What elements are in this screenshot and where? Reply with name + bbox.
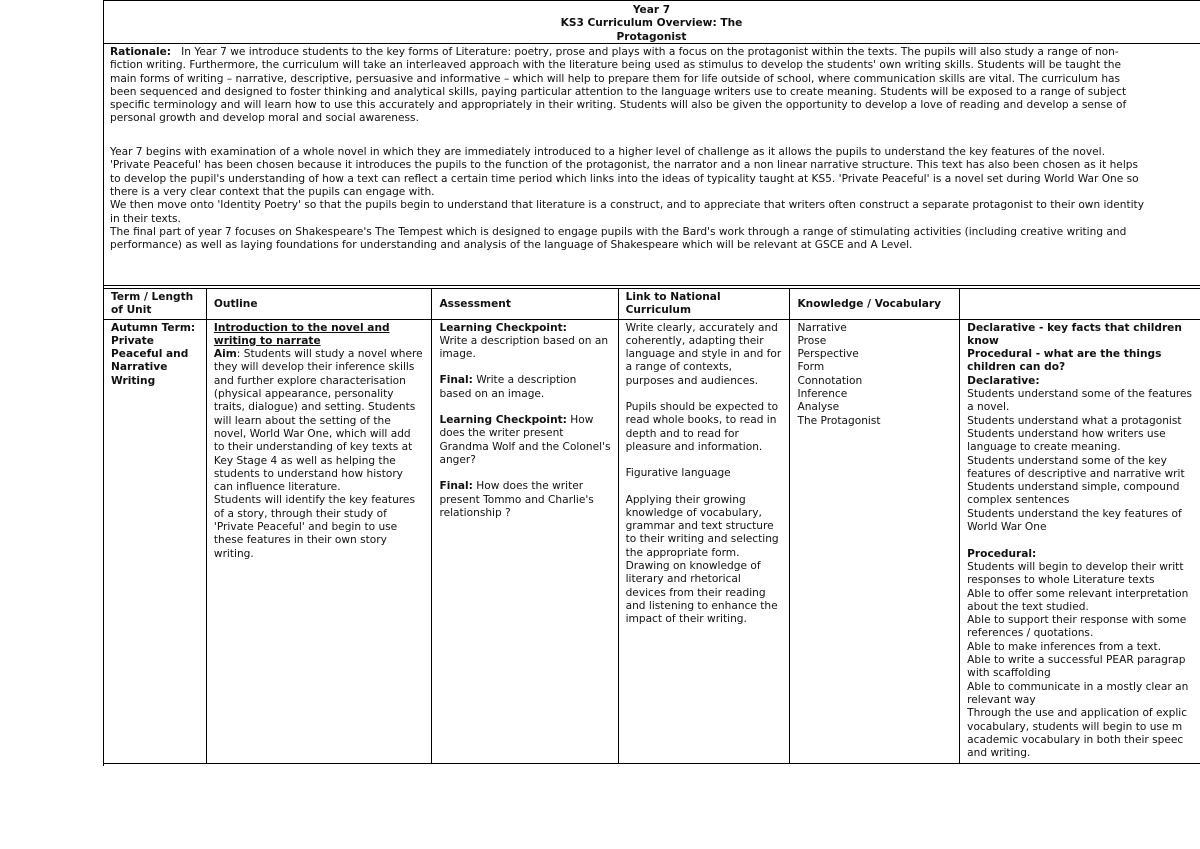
- vocab-item: Prose: [797, 334, 827, 347]
- vocabulary-cell: [790, 319, 960, 763]
- knowledge-text-line: World War One: [967, 521, 1047, 534]
- header-knowledge-vocabulary: Knowledge / Vocabulary: [790, 289, 960, 320]
- knowledge-text-line: Able to make inferences from a text.: [967, 640, 1162, 653]
- overview-title-line1: KS3 Curriculum Overview: The: [560, 17, 743, 30]
- header-blank: [960, 289, 1200, 320]
- rationale-line-0: Rationale: In Year 7 we introduce students to the key forms of Literature: poetry, prose and plays with a focus on the protagonist within the texts. The pupils will also study a range of non-: [110, 46, 1119, 58]
- knowledge-heading-line: Procedural:: [967, 547, 1037, 560]
- knowledge-text-line: Able to communicate in a mostly clear an: [967, 680, 1189, 693]
- knowledge-text-line: responses to whole Literature texts: [967, 574, 1155, 587]
- assessment-checkpoint-1: Learning Checkpoint: Write a description based on an image.: [439, 321, 609, 361]
- vocab-item: Form: [797, 361, 825, 374]
- rationale-p2-line: to develop the pupil's understanding of how a text can reflect a certain time period which links into the ideas of typicality taught at KS5. 'Private Peaceful' is a novel set during World War One so: [110, 172, 1139, 185]
- outline-aim: Aim: Students will study a novel where they will develop their inference skills and further explore characterisation (physical appearance, personality traits, dialogue) and setting. Students will learn about the setting of the novel, World War One, which will add to their understanding of key texts at Key Stage 4 as well as helping the students to understand how history can influence literature.: [213, 348, 423, 494]
- knowledge-heading-line: know: [967, 334, 999, 347]
- link-text: Figurative language: [625, 467, 731, 480]
- knowledge-text-line: Students understand what a protagonist: [967, 414, 1182, 427]
- term-line: Writing: [111, 374, 156, 387]
- knowledge-heading-line: Declarative - key facts that children: [967, 321, 1182, 334]
- header-assessment: Assessment: [432, 289, 618, 320]
- knowledge-text-line: relevant way: [967, 693, 1036, 706]
- knowledge-text-line: complex sentences: [967, 494, 1070, 507]
- knowledge-text-line: Students will begin to develop their writt: [967, 560, 1184, 573]
- rationale-line: main forms of writing – narrative, descriptive, persuasive and informative – which will help to prepare them for life outside of school, where communication skills are vital. The curriculum has: [110, 72, 1121, 85]
- knowledge-text-line: and writing.: [967, 747, 1031, 760]
- link-text: Write clearly, accurately and coherently, adapting their language and style in and for a range of contexts, purposes and audiences.: [625, 321, 782, 387]
- knowledge-text-line: Through the use and application of explic: [967, 707, 1188, 720]
- knowledge-text-line: Able to write a successful PEAR paragrap: [967, 654, 1186, 667]
- rationale-p2-line: We then move onto 'Identity Poetry' so that the pupils begin to understand that literature is a construct, and to appreciate that writers often construct a separate protagonist to their own identity: [110, 199, 1144, 212]
- knowledge-text-line: about the text studied.: [967, 600, 1089, 613]
- rationale-label: Rationale:: [110, 46, 172, 58]
- link-text: Pupils should be expected to read whole books, to read in depth and to read for pleasure and information.: [625, 401, 779, 453]
- knowledge-text-line: Students understand how writers use: [967, 427, 1166, 440]
- curriculum-table: [103, 288, 1200, 764]
- knowledge-text-line: academic vocabulary in both their speec: [967, 733, 1184, 746]
- link-text: Applying their growing knowledge of vocabulary, grammar and text structure to their writing and selecting the appropriate form.: [625, 493, 779, 559]
- term-line: Private: [111, 334, 154, 347]
- rationale-p2-line: in their texts.: [110, 212, 181, 225]
- knowledge-detail-cell: [960, 319, 1200, 763]
- knowledge-text-line: with scaffolding: [967, 667, 1051, 680]
- assessment-cell: [432, 319, 618, 763]
- term-cell: [104, 319, 207, 763]
- knowledge-text-line: Able to offer some relevant interpretation: [967, 587, 1189, 600]
- table-row: [104, 319, 1200, 763]
- knowledge-text-line: a novel.: [967, 401, 1010, 414]
- header-link-national-curriculum: Link to National Curriculum: [618, 289, 790, 320]
- rationale-section: [110, 46, 1200, 252]
- term-line: Peaceful and: [111, 348, 189, 361]
- outline-title: Introduction to the novel and writing to narrate: [213, 321, 390, 347]
- rationale-p2-line: performance) as well as laying foundations for understanding and analysis of the language of Shakespeare which will be relevant at GSCE and A Level.: [110, 239, 913, 252]
- rationale-p2-line: 'Private Peaceful' has been chosen because it introduces the pupils to the function of the protagonist, the narrator and a non linear narrative structure. This text has also been chosen as it helps: [110, 159, 1139, 172]
- rationale-p2-line: there is a very clear context that the pupils can engage with.: [110, 185, 435, 198]
- table-header-row: [104, 289, 1200, 320]
- vocab-item: Narrative: [797, 321, 847, 334]
- outline-cell: [206, 319, 432, 763]
- knowledge-text-line: Able to support their response with some: [967, 614, 1187, 627]
- vocab-item: Analyse: [797, 401, 840, 414]
- term-line: Narrative: [111, 361, 168, 374]
- knowledge-text-line: [967, 534, 1200, 547]
- header-outline: Outline: [206, 289, 432, 320]
- knowledge-text-line: features of descriptive and narrative writ: [967, 467, 1185, 480]
- knowledge-heading-line: Procedural - what are the things: [967, 348, 1162, 361]
- overview-title-line2: Protagonist: [616, 30, 687, 43]
- vocab-item: Perspective: [797, 348, 859, 361]
- assessment-checkpoint-2: Learning Checkpoint: How does the writer present Grandma Wolf and the Colonel's anger?: [439, 414, 611, 466]
- knowledge-text-line: Students understand some of the key: [967, 454, 1167, 467]
- rationale-line: personal growth and develop moral and social awareness.: [110, 112, 419, 125]
- header-term: Term / Length of Unit: [104, 289, 207, 320]
- rationale-line: specific terminology and will learn how to use this accurately and appropriately in their writing. Students will also be given the opportunity to develop a love of reading and develop a sense of: [110, 99, 1127, 112]
- knowledge-text-line: Students understand the key features of: [967, 507, 1182, 520]
- term-line: Autumn Term:: [111, 321, 196, 334]
- knowledge-text-line: language to create meaning.: [967, 441, 1121, 454]
- assessment-final-2: Final: How does the writer present Tommo and Charlie's relationship ?: [439, 480, 594, 519]
- vocab-item: Inference: [797, 388, 848, 401]
- rationale-p2-line: Year 7 begins with examination of a whole novel in which they are immediately introduced to a higher level of challenge as it allows the pupils to understand the key features of the novel.: [110, 146, 1105, 159]
- knowledge-text-line: Students understand some of the features: [967, 388, 1193, 401]
- vocab-item: The Protagonist: [797, 414, 881, 427]
- knowledge-heading-line: Declarative:: [967, 374, 1040, 387]
- rationale-line: been sequenced and designed to foster thinking and analytical skills, paying particular attention to the language writers use to create meaning. Students will be exposed to a range of subject: [110, 85, 1127, 98]
- knowledge-text-line: Students understand simple, compound: [967, 481, 1180, 494]
- knowledge-heading-line: children can do?: [967, 361, 1066, 374]
- national-curriculum-cell: [618, 319, 790, 763]
- outline-more: Students will identify the key features of a story, through their study of 'Private Peaceful' and begin to use these features in their own story writing.: [213, 494, 415, 560]
- knowledge-text-line: references / quotations.: [967, 627, 1094, 640]
- title-box: [103, 1, 1200, 44]
- section-divider: [103, 285, 1200, 286]
- link-text: Drawing on knowledge of literary and rhetorical devices from their reading and listening to enhance the impact of their writing.: [625, 560, 778, 626]
- knowledge-text-line: vocabulary, students will begin to use m: [967, 720, 1183, 733]
- rationale-line: fiction writing. Furthermore, the curriculum will take an interleaved approach with the literature being used as stimulus to develop the students' own writing skills. Students will be taught the: [110, 59, 1122, 72]
- year-heading: Year 7: [632, 4, 671, 16]
- assessment-final-1: Final: Write a description based on an image.: [439, 374, 577, 400]
- vocab-item: Connotation: [797, 374, 863, 387]
- rationale-p2-line: The final part of year 7 focuses on Shakespeare's The Tempest which is designed to engage pupils with the Bard's work through a range of stimulating activities (including creative writing and: [110, 225, 1127, 238]
